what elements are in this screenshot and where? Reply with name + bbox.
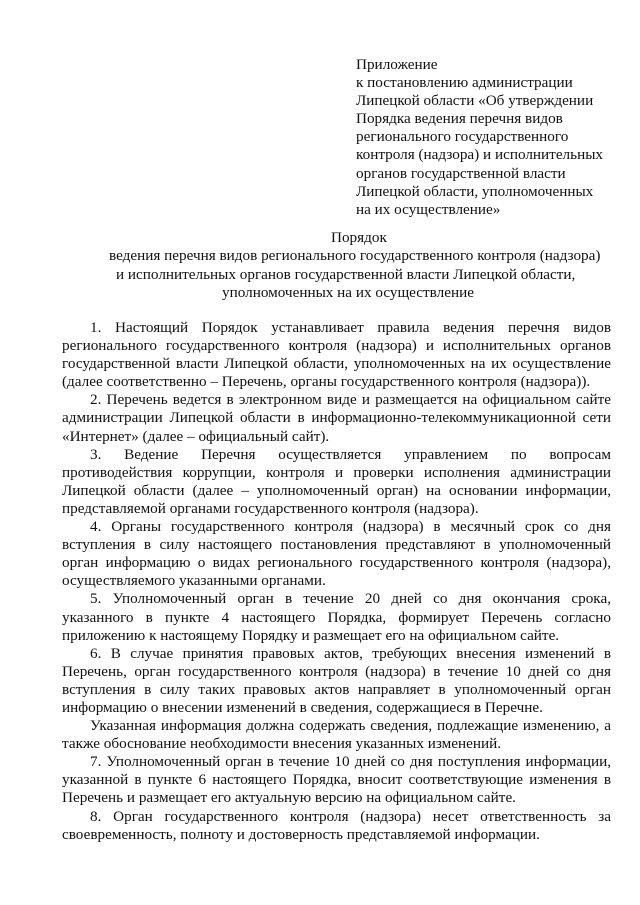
paragraph-4: 4. Органы государственного контроля (надзора) в месячный срок со дня вступления в силу настоящего постановления представляют в уполномоченный орган информацию о видах регионального государственного контроля (надзора), осуществляемого указанными органами. [62,518,611,590]
document-body [62,319,611,844]
document-title [0,229,640,302]
paragraph-5: 5. Уполномоченный орган в течение 20 дней со дня окончания срока, указанного в пункте 4 настоящего Порядка, формирует Перечень согласно приложению к настоящему Порядку и размещает его на официальном сайте. [62,590,611,644]
title-heading: Порядок [331,229,387,246]
appendix-line: Порядка ведения перечня видов [356,110,563,128]
appendix-line: на их осуществление» [356,200,501,218]
paragraph-8: 8. Орган государственного контроля (надзора) несет ответственность за своевременность, полноту и достоверность представляемой информации. [62,807,611,843]
paragraph-7: 7. Уполномоченный орган в течение 10 дней со дня поступления информации, указанной в пункте 6 настоящего Порядка, вносит соответствующие изменения в Перечень и размещает его актуальную версию на официальном сайте. [62,753,611,807]
paragraph-6: 6. В случае принятия правовых актов, требующих внесения изменений в Перечень, орган государственного контроля (надзора) в течение 10 дней со дня вступления в силу таких правовых актов направляет в уполномоченный орган информацию о внесении изменений в сведения, содержащиеся в Перечне. [62,644,611,716]
paragraph-1: 1. Настоящий Порядок устанавливает правила ведения перечня видов регионального государственного контроля (надзора) и исполнительных органов государственной власти Липецкой области, уполномоченных на их осуществление (далее соответственно – Перечень, органы государственного контроля (надзора)). [62,319,611,391]
appendix-line: Липецкой области «Об утверждении [356,92,594,110]
appendix-line: контроля (надзора) и исполнительных [356,146,603,164]
appendix-block [356,56,626,219]
paragraph-2: 2. Перечень ведется в электронном виде и размещается на официальном сайте администрации Липецкой области в информационно-телекоммуникационной сети «Интернет» (далее – официальный сайт). [62,391,611,445]
appendix-line: к постановлению администрации [356,74,573,92]
paragraph-3: 3. Ведение Перечня осуществляется управлением по вопросам противодействия коррупции, контроля и проверки исполнения администрации Липецкой области (далее – уполномоченный орган) на основании информации, представляемой органами государственного контроля (надзора). [62,445,611,517]
paragraph-6-continuation: Указанная информация должна содержать сведения, подлежащие изменению, а также обоснование необходимости внесения указанных изменений. [62,717,611,753]
appendix-line: регионального государственного [356,128,569,146]
appendix-line: Липецкой области, уполномоченных [356,182,594,200]
title-subtitle-line: и исполнительных органов государственной власти Липецкой области, [116,265,576,283]
appendix-line: Приложение [356,56,438,73]
title-subtitle-line: ведения перечня видов регионального государственного контроля (надзора) [109,247,601,265]
title-subtitle-line: уполномоченных на их осуществление [222,283,474,301]
appendix-line: органов государственной власти [356,164,566,182]
